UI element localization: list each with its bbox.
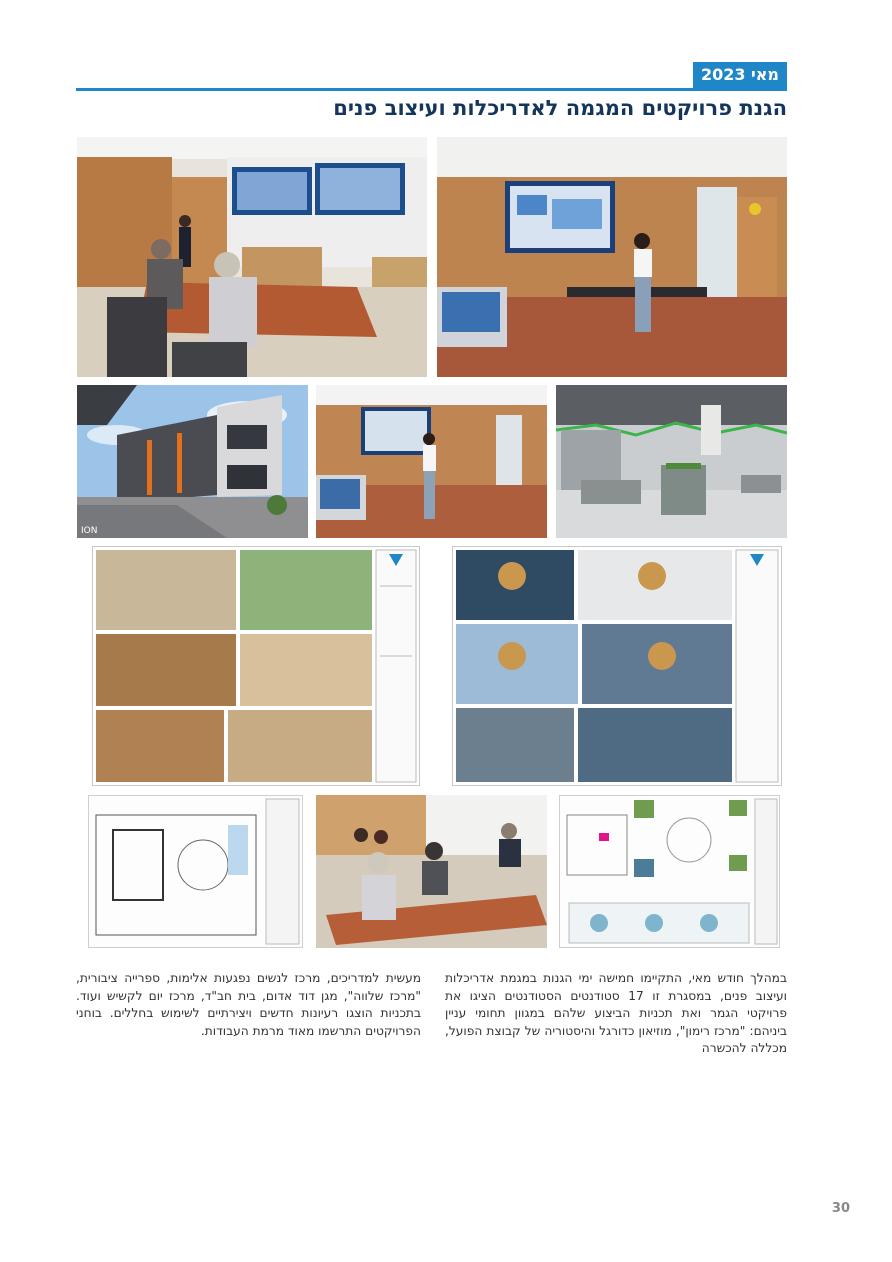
photo-site-plan-landscape xyxy=(559,795,780,948)
date-badge: מאי 2023 xyxy=(693,62,787,88)
photo-interior-render xyxy=(556,385,787,538)
photo-student-presenting xyxy=(437,137,787,377)
page-title: הגנת פרויקטים המגמה לאדריכלות ועיצוב פנים xyxy=(333,96,787,120)
board-interior-renders xyxy=(92,546,420,786)
photo-site-plan xyxy=(88,795,303,948)
render-caption: ION xyxy=(81,526,98,536)
header-rule xyxy=(76,88,787,91)
photo-student-pointing xyxy=(316,385,547,538)
body-column-right: במהלך חודש מאי, התקיימו חמישה ימי הגנות במגמת אדריכלות ועיצוב פנים, במסגרת זו 17 סטודנטים הסטודנטים הציגו את פרויקטי הגמר ואת תכניות הביצוע שלהם במגוון תחומי עניין ביניהם: "מרכז רימון", מוזיאון כדורגל והיסטוריה של קבוצת הפועל, מכללה להכשרה xyxy=(445,971,787,1055)
board-exterior-renders xyxy=(452,546,782,786)
photo-building-render xyxy=(77,385,308,538)
page-number: 30 xyxy=(831,1201,850,1216)
photo-jury-panel xyxy=(316,795,547,948)
photo-classroom-presentation xyxy=(77,137,427,377)
body-column-left: מעשית למדריכים, מרכז לנשים נפגעות אלימות, ספרייה ציבורית, "מרכז שלווה", מגן דוד אדום, בית חב"ד, מרכז יום לקשיש ועוד. בתכניות הוצגו רעיונות חדשים ויצירתיים לשימוש בחללים. בוחני הפרויקטים התרשמו מאוד מרמת העבודות. xyxy=(76,971,421,1038)
